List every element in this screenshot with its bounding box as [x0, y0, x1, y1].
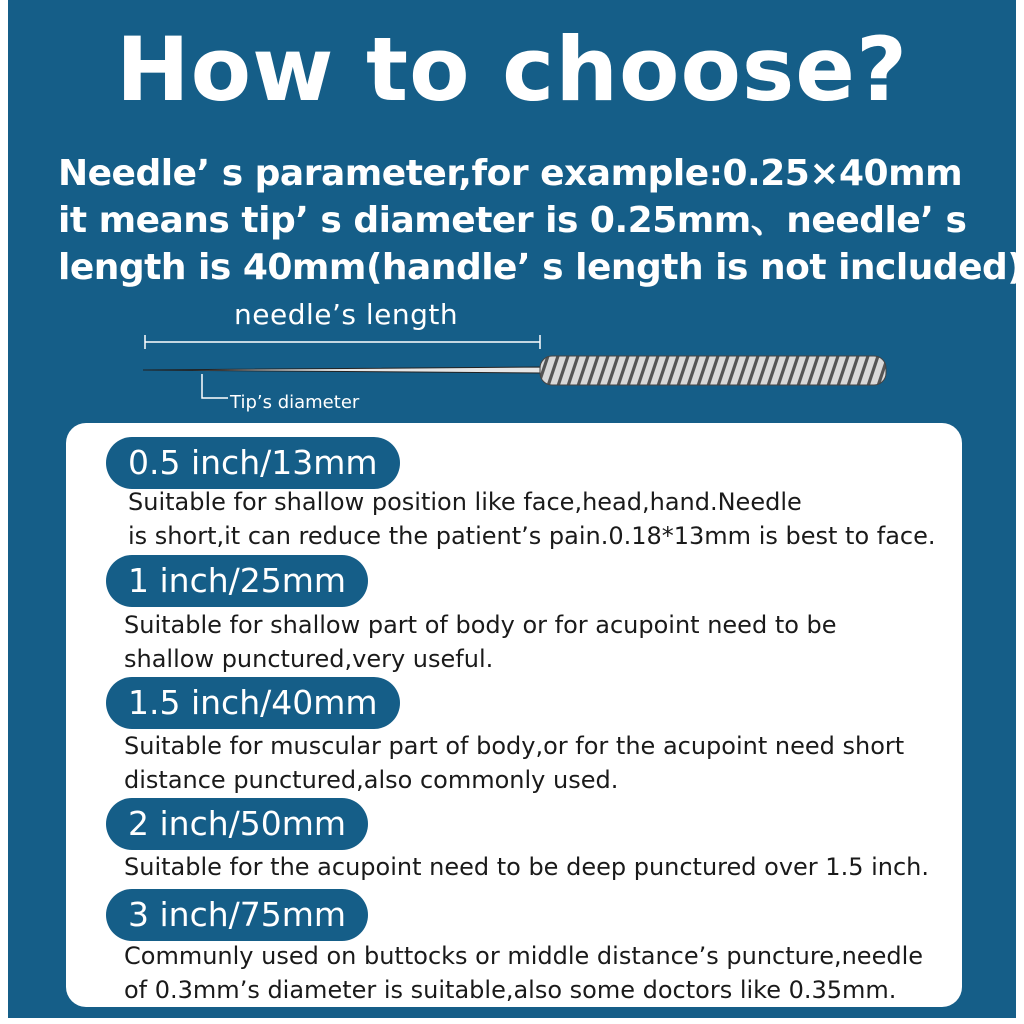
size-description [124, 729, 964, 797]
parameter-description [58, 150, 1024, 291]
size-badge: 1 inch/25mm [106, 555, 368, 607]
description-line: distance punctured,also commonly used. [124, 766, 619, 794]
size-badge: 0.5 inch/13mm [106, 437, 400, 489]
description-line: Suitable for shallow part of body or for acupoint need to be [124, 611, 837, 639]
needle-shaft [143, 367, 540, 373]
description-line: Suitable for the acupoint need to be deep punctured over 1.5 inch. [124, 853, 930, 881]
description-line: Suitable for shallow position like face,head,hand.Needle [128, 488, 802, 516]
size-badge: 1.5 inch/40mm [106, 677, 400, 729]
description-line: Suitable for muscular part of body,or for the acupoint need short [124, 732, 905, 760]
description-line: Needle’ s parameter,for example:0.25×40mm [58, 153, 963, 194]
description-line: is short,it can reduce the patient’s pain.0.18*13mm is best to face. [128, 522, 936, 550]
description-line: Communly used on buttocks or middle distance’s puncture,needle [124, 942, 923, 970]
description-line: length is 40mm(handle’ s length is not included) [58, 247, 1024, 288]
needle-handle [540, 356, 886, 385]
size-badge: 3 inch/75mm [106, 889, 368, 941]
size-description [124, 608, 964, 676]
page-title: How to choose? [115, 18, 909, 121]
size-guide-card [66, 423, 962, 1007]
needle-diagram [0, 320, 1024, 400]
size-description [124, 850, 964, 884]
description-line: shallow punctured,very useful. [124, 645, 494, 673]
size-badge: 2 inch/50mm [106, 798, 368, 850]
tip-pointer [202, 374, 228, 398]
tip-diameter-label: Tip’s diameter [230, 392, 360, 413]
description-line: it means tip’ s diameter is 0.25mm、needle’ s [58, 200, 967, 241]
needle-length-label: needle’s length [234, 298, 459, 331]
size-description [124, 939, 964, 1007]
size-description [128, 485, 968, 553]
description-line: of 0.3mm’s diameter is suitable,also some doctors like 0.35mm. [124, 976, 897, 1004]
